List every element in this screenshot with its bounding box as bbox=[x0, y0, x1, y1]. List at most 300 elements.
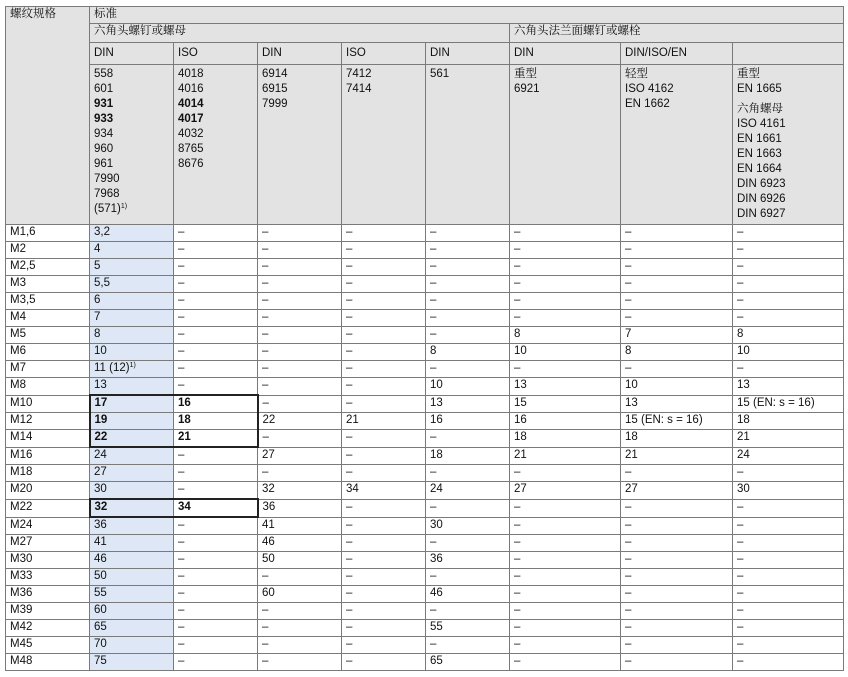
value-cell bbox=[90, 569, 174, 586]
value-cell bbox=[258, 654, 342, 671]
thread-size-cell: M45 bbox=[6, 637, 90, 654]
value-cell bbox=[426, 552, 510, 569]
table-row bbox=[6, 225, 844, 242]
value-cell bbox=[174, 482, 258, 500]
standard-number-text: ISO 4162 bbox=[625, 83, 674, 95]
thread-size-cell: M3 bbox=[6, 276, 90, 293]
value-text: – bbox=[346, 466, 353, 478]
value-cell bbox=[258, 327, 342, 344]
value-cell bbox=[733, 637, 844, 654]
value-cell bbox=[426, 499, 510, 517]
thread-size-cell: M22 bbox=[6, 499, 90, 517]
value-cell bbox=[90, 225, 174, 242]
value-cell bbox=[174, 395, 258, 413]
value-cell bbox=[621, 395, 733, 413]
value-text: – bbox=[178, 570, 185, 582]
standard-number-text: (571) bbox=[94, 203, 121, 215]
column-header-2: ISO bbox=[174, 43, 258, 65]
value-text: 21 bbox=[178, 431, 191, 443]
value-cell bbox=[342, 535, 426, 552]
value-text: – bbox=[625, 553, 632, 565]
value-cell bbox=[258, 586, 342, 603]
value-cell bbox=[510, 499, 621, 517]
standard-number bbox=[262, 67, 341, 82]
value-text: 13 bbox=[625, 396, 638, 409]
standard-number bbox=[625, 67, 732, 82]
value-text: – bbox=[346, 621, 353, 633]
value-cell bbox=[174, 499, 258, 517]
value-cell bbox=[174, 378, 258, 396]
standard-number-text: 重型 bbox=[737, 68, 760, 80]
standard-number-text: 六角螺母 bbox=[737, 103, 783, 115]
value-text: – bbox=[346, 277, 353, 289]
table-row bbox=[6, 413, 844, 430]
thread-size-cell: M27 bbox=[6, 535, 90, 552]
value-text: 8 bbox=[94, 328, 101, 340]
value-cell bbox=[174, 413, 258, 430]
value-text: – bbox=[514, 260, 521, 272]
value-cell bbox=[174, 225, 258, 242]
value-cell bbox=[733, 259, 844, 276]
thread-size-cell: M2,5 bbox=[6, 259, 90, 276]
value-cell bbox=[90, 395, 174, 413]
table-row bbox=[6, 620, 844, 637]
value-text: – bbox=[737, 500, 744, 513]
value-cell bbox=[426, 517, 510, 535]
value-cell bbox=[621, 327, 733, 344]
value-cell bbox=[342, 242, 426, 259]
value-cell bbox=[621, 535, 733, 552]
value-cell bbox=[90, 413, 174, 430]
value-cell bbox=[510, 378, 621, 396]
value-text: – bbox=[346, 448, 353, 461]
value-cell bbox=[258, 225, 342, 242]
table-row bbox=[6, 310, 844, 327]
value-cell bbox=[621, 465, 733, 482]
value-text: – bbox=[178, 345, 185, 357]
value-text: 18 bbox=[737, 414, 750, 426]
standard-number bbox=[737, 67, 843, 82]
column-header-3: DIN bbox=[258, 43, 342, 65]
value-cell bbox=[733, 499, 844, 517]
value-cell bbox=[258, 344, 342, 361]
thread-size-cell: M30 bbox=[6, 552, 90, 569]
value-text: – bbox=[346, 553, 353, 565]
value-text: – bbox=[346, 570, 353, 582]
value-cell bbox=[426, 430, 510, 448]
value-text: – bbox=[346, 500, 353, 513]
value-cell bbox=[621, 361, 733, 378]
standard-list-4 bbox=[342, 65, 426, 225]
table-row bbox=[6, 482, 844, 500]
value-text: 10 bbox=[737, 345, 750, 357]
value-cell bbox=[510, 620, 621, 637]
hex-flange-group-header: 六角头法兰面螺钉或螺栓 bbox=[510, 24, 844, 43]
value-cell bbox=[174, 620, 258, 637]
table-row bbox=[6, 276, 844, 293]
value-cell bbox=[174, 361, 258, 378]
value-text: – bbox=[346, 345, 353, 357]
value-text: 13 bbox=[737, 379, 750, 391]
value-text: – bbox=[514, 466, 521, 478]
value-text: – bbox=[430, 466, 437, 478]
value-cell bbox=[621, 430, 733, 448]
value-cell bbox=[510, 654, 621, 671]
standard-number-text: EN 1662 bbox=[625, 98, 670, 110]
value-text: 32 bbox=[94, 501, 108, 513]
value-cell bbox=[90, 499, 174, 517]
value-cell bbox=[426, 482, 510, 500]
value-text: – bbox=[178, 483, 185, 495]
value-text: – bbox=[514, 277, 521, 289]
value-text: – bbox=[262, 431, 269, 443]
standard-number bbox=[178, 157, 257, 172]
column-header-8 bbox=[733, 43, 844, 65]
standard-number bbox=[737, 147, 843, 162]
table-row bbox=[6, 603, 844, 620]
standard-number bbox=[94, 97, 173, 112]
value-text: – bbox=[262, 604, 269, 616]
value-cell bbox=[258, 259, 342, 276]
value-text: 16 bbox=[430, 414, 443, 426]
standard-number bbox=[346, 82, 425, 97]
standard-number bbox=[737, 102, 843, 117]
value-cell bbox=[426, 395, 510, 413]
value-cell bbox=[733, 569, 844, 586]
value-text: – bbox=[262, 466, 269, 478]
value-cell bbox=[426, 569, 510, 586]
value-cell bbox=[174, 517, 258, 535]
value-text: – bbox=[178, 519, 185, 531]
thread-size-cell: M10 bbox=[6, 395, 90, 413]
value-cell bbox=[510, 465, 621, 482]
value-text: 30 bbox=[737, 483, 750, 495]
value-text: – bbox=[514, 294, 521, 306]
value-text: – bbox=[514, 362, 521, 374]
value-cell bbox=[510, 552, 621, 569]
value-text: – bbox=[737, 226, 744, 238]
value-text: 22 bbox=[94, 431, 108, 443]
value-cell bbox=[258, 465, 342, 482]
value-text: – bbox=[737, 243, 744, 255]
value-text: 32 bbox=[262, 483, 275, 495]
value-text: – bbox=[430, 362, 437, 374]
value-cell bbox=[426, 620, 510, 637]
value-text: – bbox=[737, 294, 744, 306]
value-text: – bbox=[737, 277, 744, 289]
thread-size-cell: M8 bbox=[6, 378, 90, 396]
value-cell bbox=[90, 293, 174, 310]
standard-number bbox=[737, 132, 843, 147]
value-text: – bbox=[514, 553, 521, 565]
value-text: – bbox=[737, 311, 744, 323]
value-text: 8 bbox=[737, 328, 744, 340]
value-text: 21 bbox=[346, 414, 359, 426]
standard-number bbox=[94, 127, 173, 142]
table-row bbox=[6, 654, 844, 671]
table-row bbox=[6, 344, 844, 361]
value-text: – bbox=[262, 328, 269, 340]
value-cell bbox=[174, 586, 258, 603]
value-text: 7 bbox=[625, 328, 632, 340]
standard-number bbox=[94, 157, 173, 172]
value-text: 27 bbox=[262, 448, 275, 461]
value-text: 50 bbox=[94, 570, 107, 582]
standard-list-1 bbox=[90, 65, 174, 225]
value-text: – bbox=[625, 243, 632, 255]
value-text: – bbox=[625, 466, 632, 478]
thread-size-cell: M39 bbox=[6, 603, 90, 620]
value-text: – bbox=[514, 587, 521, 599]
value-text: – bbox=[514, 604, 521, 616]
standard-number bbox=[94, 202, 173, 217]
value-cell bbox=[510, 637, 621, 654]
value-cell bbox=[258, 499, 342, 517]
value-text: – bbox=[346, 396, 353, 409]
value-text: 34 bbox=[346, 483, 359, 495]
value-cell bbox=[426, 344, 510, 361]
standard-number-text: 8676 bbox=[178, 158, 204, 170]
standard-header: 标准 bbox=[90, 7, 844, 24]
value-text: – bbox=[178, 328, 185, 340]
value-text: 46 bbox=[430, 587, 443, 599]
value-cell bbox=[733, 535, 844, 552]
value-cell bbox=[426, 535, 510, 552]
value-text: 18 bbox=[514, 431, 527, 443]
value-text: – bbox=[514, 621, 521, 633]
thread-size-cell: M2 bbox=[6, 242, 90, 259]
value-text: – bbox=[178, 587, 185, 599]
value-text: – bbox=[178, 362, 185, 374]
standard-number bbox=[430, 67, 509, 82]
table-row bbox=[6, 586, 844, 603]
value-cell bbox=[733, 225, 844, 242]
value-text: 21 bbox=[514, 448, 527, 461]
value-text: – bbox=[625, 260, 632, 272]
value-text: – bbox=[430, 226, 437, 238]
value-cell bbox=[258, 395, 342, 413]
value-cell bbox=[733, 378, 844, 396]
value-cell bbox=[621, 603, 733, 620]
value-cell bbox=[174, 447, 258, 465]
value-text: 13 bbox=[430, 396, 443, 409]
value-cell bbox=[174, 654, 258, 671]
value-text: 16 bbox=[514, 414, 527, 426]
table-row bbox=[6, 430, 844, 448]
value-text: – bbox=[737, 638, 744, 650]
value-cell bbox=[621, 586, 733, 603]
value-cell bbox=[426, 327, 510, 344]
standard-number bbox=[737, 162, 843, 177]
value-text: – bbox=[430, 500, 437, 513]
column-header-1: DIN bbox=[90, 43, 174, 65]
value-cell bbox=[258, 535, 342, 552]
value-cell bbox=[733, 430, 844, 448]
value-text: – bbox=[430, 431, 437, 443]
standard-number bbox=[178, 127, 257, 142]
thread-standard-table bbox=[5, 6, 844, 671]
value-text: 34 bbox=[178, 501, 191, 513]
value-cell bbox=[174, 242, 258, 259]
value-text: – bbox=[178, 536, 185, 548]
value-cell bbox=[510, 447, 621, 465]
value-cell bbox=[90, 361, 174, 378]
value-cell bbox=[174, 535, 258, 552]
value-cell bbox=[90, 242, 174, 259]
value-text: – bbox=[514, 638, 521, 650]
value-text: – bbox=[625, 604, 632, 616]
value-text: – bbox=[514, 500, 521, 513]
table-row bbox=[6, 259, 844, 276]
value-cell bbox=[510, 517, 621, 535]
value-text: – bbox=[737, 260, 744, 272]
value-cell bbox=[733, 242, 844, 259]
value-cell bbox=[621, 259, 733, 276]
value-cell bbox=[90, 482, 174, 500]
value-cell bbox=[510, 242, 621, 259]
value-cell bbox=[426, 378, 510, 396]
value-cell bbox=[426, 276, 510, 293]
standard-number bbox=[94, 187, 173, 202]
value-text: – bbox=[625, 587, 632, 599]
table-row bbox=[6, 569, 844, 586]
value-text: 15 (EN: s = 16) bbox=[737, 396, 815, 409]
table-row bbox=[6, 447, 844, 465]
value-text: – bbox=[737, 587, 744, 599]
standard-number bbox=[514, 82, 620, 97]
value-text: – bbox=[430, 311, 437, 323]
thread-size-cell: M48 bbox=[6, 654, 90, 671]
value-text: – bbox=[737, 466, 744, 478]
value-cell bbox=[90, 327, 174, 344]
standard-number bbox=[178, 67, 257, 82]
value-text: – bbox=[514, 655, 521, 667]
standard-number-text: 7968 bbox=[94, 188, 120, 200]
thread-size-cell: M36 bbox=[6, 586, 90, 603]
thread-size-cell: M14 bbox=[6, 430, 90, 448]
standard-number-text: 7412 bbox=[346, 68, 372, 80]
value-text: 18 bbox=[430, 448, 443, 461]
value-text: 21 bbox=[625, 448, 638, 461]
value-text: 24 bbox=[430, 483, 443, 495]
value-cell bbox=[174, 637, 258, 654]
value-cell bbox=[510, 259, 621, 276]
standard-number bbox=[262, 97, 341, 112]
value-text: – bbox=[737, 570, 744, 582]
value-cell bbox=[510, 344, 621, 361]
value-cell bbox=[258, 310, 342, 327]
value-text: – bbox=[346, 379, 353, 391]
value-text: 41 bbox=[262, 518, 275, 531]
value-cell bbox=[733, 276, 844, 293]
value-text: 65 bbox=[430, 655, 443, 667]
value-text: – bbox=[514, 226, 521, 238]
value-cell bbox=[174, 276, 258, 293]
value-text: – bbox=[625, 500, 632, 513]
value-cell bbox=[733, 552, 844, 569]
value-text: – bbox=[625, 570, 632, 582]
standard-number-text: EN 1663 bbox=[737, 148, 782, 160]
value-text: 24 bbox=[94, 449, 107, 461]
value-text: 10 bbox=[514, 345, 527, 357]
value-cell bbox=[510, 569, 621, 586]
value-text: – bbox=[262, 226, 269, 238]
column-header-5: DIN bbox=[426, 43, 510, 65]
value-text: – bbox=[262, 570, 269, 582]
value-cell bbox=[342, 499, 426, 517]
standard-number-text: 4014 bbox=[178, 98, 204, 110]
value-cell bbox=[342, 465, 426, 482]
standard-number-text: ISO 4161 bbox=[737, 118, 786, 130]
standard-number bbox=[737, 117, 843, 132]
table-row bbox=[6, 378, 844, 396]
value-cell bbox=[174, 310, 258, 327]
value-cell bbox=[510, 361, 621, 378]
value-cell bbox=[621, 552, 733, 569]
standard-number-text: 601 bbox=[94, 83, 114, 95]
value-text: – bbox=[262, 311, 269, 323]
value-cell bbox=[621, 620, 733, 637]
value-cell bbox=[342, 310, 426, 327]
value-text: – bbox=[262, 277, 269, 289]
table-row bbox=[6, 395, 844, 413]
value-cell bbox=[342, 552, 426, 569]
table-row bbox=[6, 552, 844, 569]
value-text: – bbox=[178, 277, 185, 289]
table-row bbox=[6, 242, 844, 259]
standard-number-text: 4018 bbox=[178, 68, 204, 80]
value-text: 41 bbox=[94, 536, 107, 548]
standard-number-text: 934 bbox=[94, 128, 114, 140]
value-cell bbox=[733, 447, 844, 465]
value-cell bbox=[510, 293, 621, 310]
thread-size-cell: M5 bbox=[6, 327, 90, 344]
column-header-4: ISO bbox=[342, 43, 426, 65]
standard-number bbox=[178, 142, 257, 157]
value-cell bbox=[621, 310, 733, 327]
standard-number-text: DIN 6923 bbox=[737, 178, 786, 190]
table-row bbox=[6, 327, 844, 344]
value-text: 18 bbox=[178, 414, 191, 426]
standard-number bbox=[737, 192, 843, 207]
value-cell bbox=[342, 586, 426, 603]
value-text: 8 bbox=[514, 328, 521, 340]
value-text: – bbox=[430, 243, 437, 255]
value-text: – bbox=[625, 638, 632, 650]
value-text: 13 bbox=[94, 379, 107, 391]
value-text: – bbox=[262, 396, 269, 409]
value-text: 36 bbox=[430, 553, 443, 565]
value-cell bbox=[342, 620, 426, 637]
footnote-marker: 1) bbox=[120, 203, 128, 210]
value-cell bbox=[90, 654, 174, 671]
value-cell bbox=[733, 413, 844, 430]
value-cell bbox=[258, 482, 342, 500]
standard-number-text: 558 bbox=[94, 68, 114, 80]
standard-number-text: 931 bbox=[94, 98, 114, 110]
value-text: 10 bbox=[430, 379, 443, 391]
value-text: – bbox=[737, 553, 744, 565]
value-text: 55 bbox=[94, 587, 107, 599]
value-cell bbox=[733, 293, 844, 310]
value-text: 3,2 bbox=[94, 226, 110, 238]
value-text: 50 bbox=[262, 553, 275, 565]
value-text: – bbox=[737, 655, 744, 667]
value-cell bbox=[342, 654, 426, 671]
thread-size-cell: M12 bbox=[6, 413, 90, 430]
value-cell bbox=[174, 327, 258, 344]
value-text: 5 bbox=[94, 260, 101, 272]
